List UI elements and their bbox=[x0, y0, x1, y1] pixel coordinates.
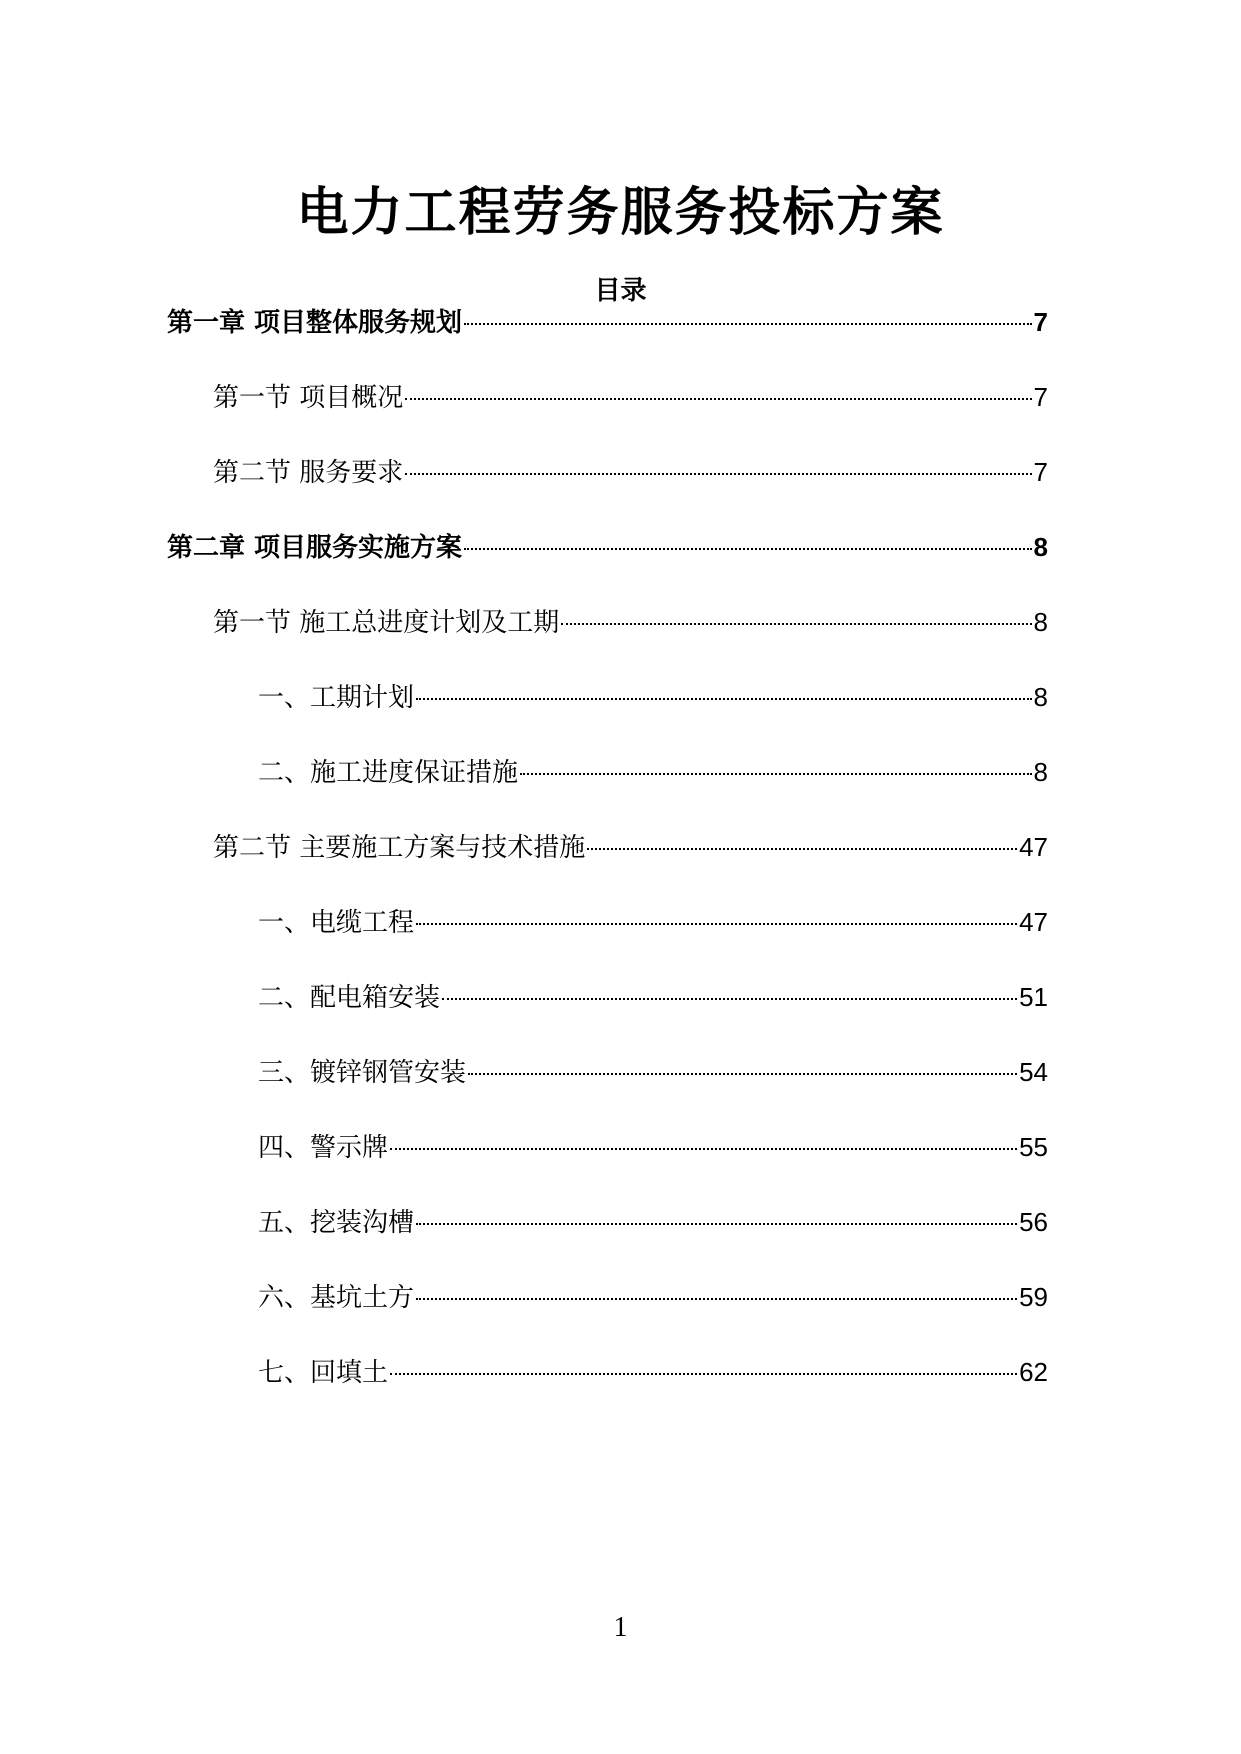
toc-leader-dots bbox=[561, 623, 1031, 625]
toc-entry-label: 一、电缆工程 bbox=[258, 908, 415, 938]
toc-entry-page: 47 bbox=[1019, 832, 1048, 862]
toc-leader-dots bbox=[587, 848, 1017, 850]
toc-entry-page: 7 bbox=[1033, 307, 1048, 337]
toc-leader-dots bbox=[390, 1148, 1017, 1150]
toc-leader-dots bbox=[464, 548, 1031, 550]
toc-entry-page: 55 bbox=[1019, 1132, 1048, 1162]
toc-entry-label: 第二节 服务要求 bbox=[213, 458, 404, 488]
toc-entry[interactable] bbox=[258, 752, 1048, 792]
toc-entry[interactable] bbox=[258, 677, 1048, 717]
toc-entry-label: 四、警示牌 bbox=[258, 1133, 389, 1163]
toc-entry[interactable] bbox=[213, 377, 1048, 417]
toc-entry-label: 五、挖装沟槽 bbox=[258, 1208, 415, 1238]
toc-entry-label: 第一节 项目概况 bbox=[213, 383, 404, 413]
toc-entry-page: 7 bbox=[1033, 382, 1048, 412]
toc-entry[interactable] bbox=[213, 602, 1048, 642]
toc-leader-dots bbox=[416, 923, 1017, 925]
toc-entry[interactable] bbox=[258, 1202, 1048, 1242]
toc-heading: 目录 bbox=[594, 276, 647, 306]
toc-entry-page: 8 bbox=[1033, 757, 1048, 787]
toc-entry-label: 第一节 施工总进度计划及工期 bbox=[213, 608, 560, 638]
toc-entry-page: 54 bbox=[1019, 1057, 1048, 1087]
toc-entry-page: 51 bbox=[1019, 982, 1048, 1012]
toc-entry[interactable] bbox=[213, 452, 1048, 492]
toc-leader-dots bbox=[416, 1298, 1017, 1300]
toc-entry-page: 47 bbox=[1019, 907, 1048, 937]
toc-leader-dots bbox=[390, 1373, 1017, 1375]
toc-entry-label: 第一章 项目整体服务规划 bbox=[167, 308, 463, 338]
toc-leader-dots bbox=[442, 998, 1017, 1000]
toc-leader-dots bbox=[416, 1223, 1017, 1225]
toc-entry[interactable] bbox=[258, 1127, 1048, 1167]
document-title: 电力工程劳务服务投标方案 bbox=[296, 183, 945, 243]
toc-entry-page: 62 bbox=[1019, 1357, 1048, 1387]
toc-entry[interactable] bbox=[258, 1352, 1048, 1392]
page-number: 1 bbox=[613, 1612, 628, 1643]
toc-entry[interactable] bbox=[258, 902, 1048, 942]
toc-leader-dots bbox=[405, 473, 1031, 475]
toc-entry[interactable] bbox=[213, 827, 1048, 867]
toc-leader-dots bbox=[464, 323, 1031, 325]
toc-entry-page: 7 bbox=[1033, 457, 1048, 487]
toc-entry-page: 59 bbox=[1019, 1282, 1048, 1312]
toc-entry-page: 56 bbox=[1019, 1207, 1048, 1237]
toc-entry-label: 六、基坑土方 bbox=[258, 1283, 415, 1313]
toc-entry[interactable] bbox=[258, 1052, 1048, 1092]
toc-entry-label: 三、镀锌钢管安装 bbox=[258, 1058, 467, 1088]
toc-entry[interactable] bbox=[258, 1277, 1048, 1317]
toc-leader-dots bbox=[468, 1073, 1017, 1075]
toc-entry-label: 二、施工进度保证措施 bbox=[258, 758, 519, 788]
toc-entry-page: 8 bbox=[1033, 532, 1048, 562]
toc-entry-label: 二、配电箱安装 bbox=[258, 983, 441, 1013]
toc-leader-dots bbox=[520, 773, 1032, 775]
toc-entry-label: 第二章 项目服务实施方案 bbox=[167, 533, 463, 563]
toc-entry-label: 第二节 主要施工方案与技术措施 bbox=[213, 833, 586, 863]
toc-entry[interactable] bbox=[167, 527, 1048, 567]
toc-entry[interactable] bbox=[258, 977, 1048, 1017]
toc-entry-page: 8 bbox=[1033, 682, 1048, 712]
toc-entry-page: 8 bbox=[1033, 607, 1048, 637]
toc-entry-label: 一、工期计划 bbox=[258, 683, 415, 713]
toc-leader-dots bbox=[416, 698, 1032, 700]
toc-leader-dots bbox=[405, 398, 1031, 400]
toc-entry[interactable] bbox=[167, 302, 1048, 342]
toc-entry-label: 七、回填土 bbox=[258, 1358, 389, 1388]
